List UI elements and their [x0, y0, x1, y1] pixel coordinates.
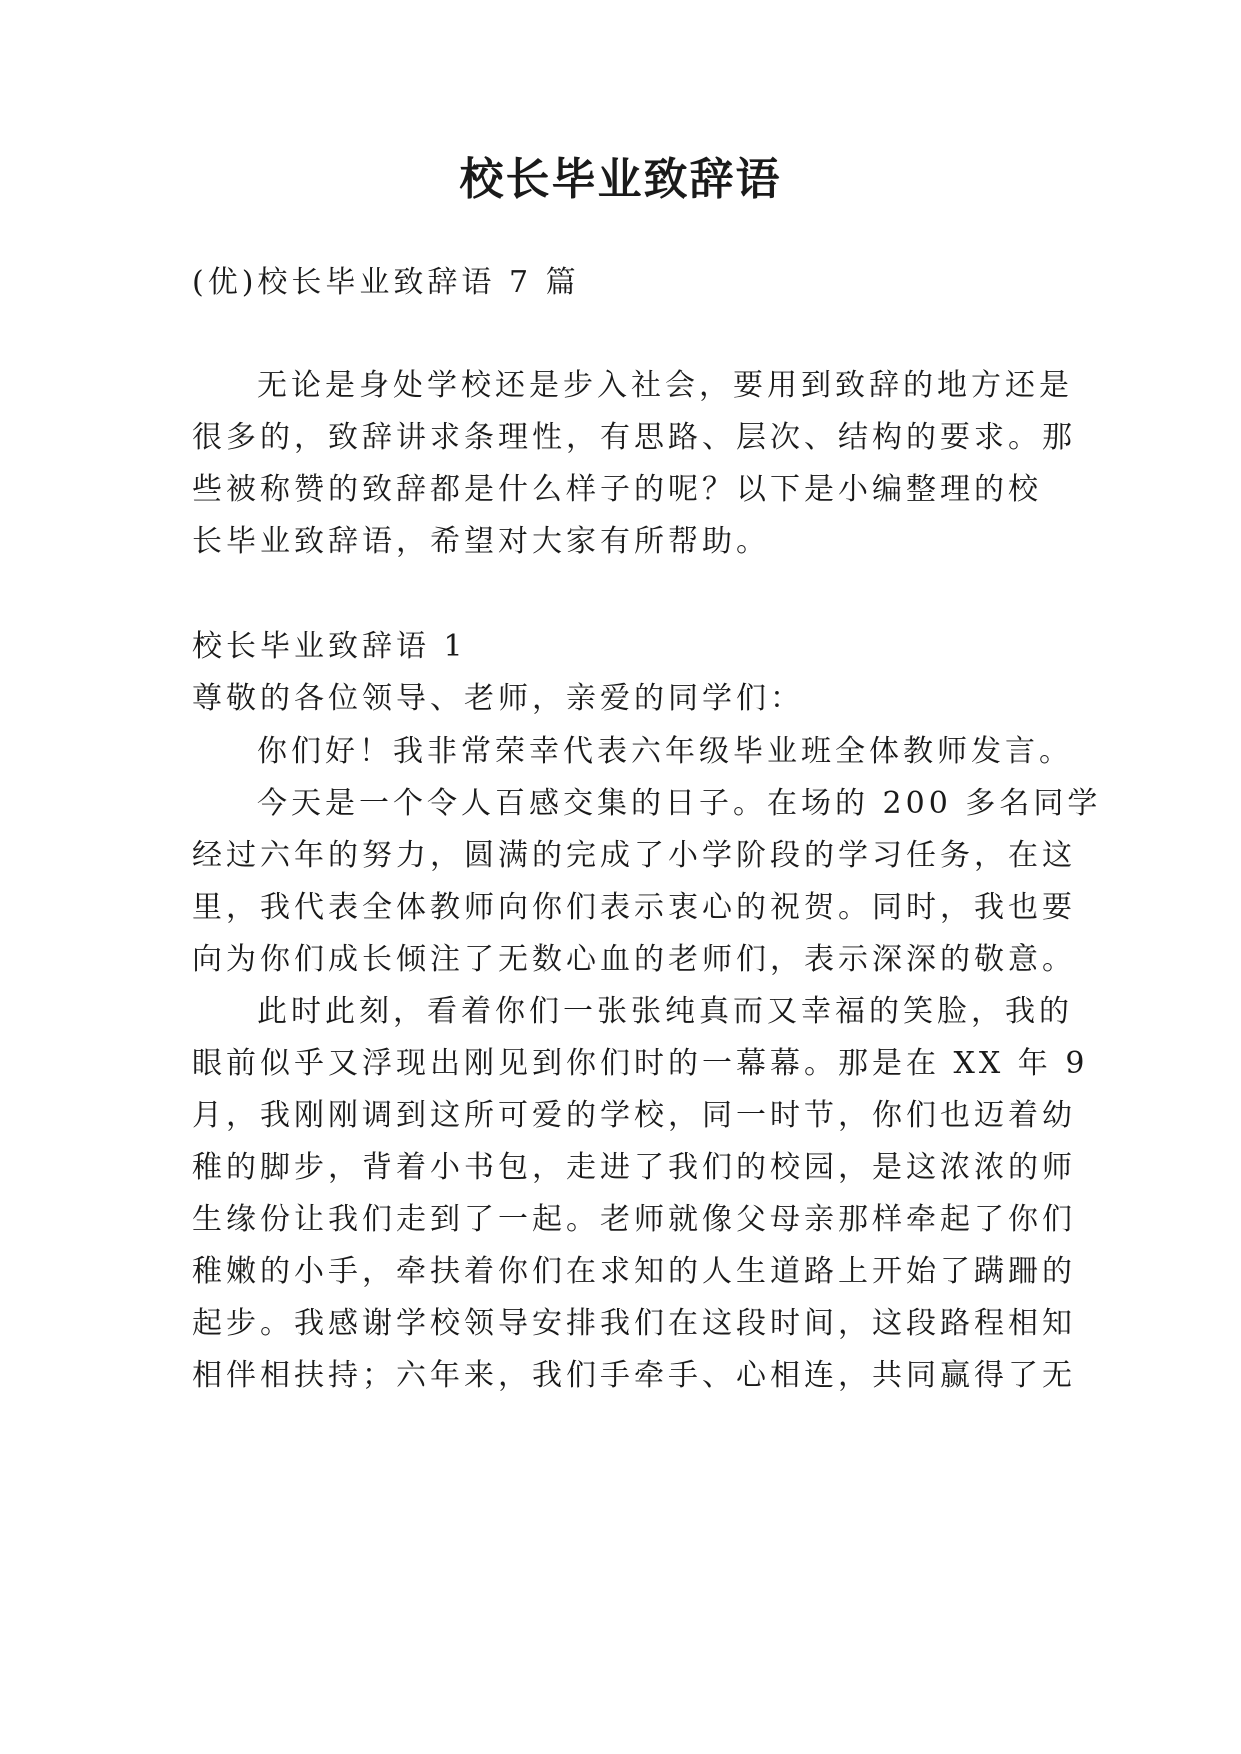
body-line: 经过六年的努力，圆满的完成了小学阶段的学习任务，在这	[192, 838, 1076, 873]
body-line: 月，我刚刚调到这所可爱的学校，同一时节，你们也迈着幼	[192, 1098, 1076, 1133]
body-line: 稚嫩的小手，牵扶着你们在求知的人生道路上开始了蹒跚的	[192, 1254, 1076, 1289]
body-line: 稚的脚步，背着小书包，走进了我们的校园，是这浓浓的师	[192, 1150, 1076, 1185]
body-line: 起步。我感谢学校领导安排我们在这段时间，这段路程相知	[192, 1306, 1076, 1341]
body-line: 向为你们成长倾注了无数心血的老师们，表示深深的敬意。	[192, 942, 1076, 977]
body-line: 生缘份让我们走到了一起。老师就像父母亲那样牵起了你们	[192, 1202, 1076, 1237]
document-title: 校长毕业致辞语	[459, 154, 782, 205]
intro-line: 很多的，致辞讲求条理性，有思路、层次、结构的要求。那	[192, 420, 1076, 455]
document-subtitle: (优)校长毕业致辞语 7 篇	[192, 265, 580, 300]
body-line: 相伴相扶持；六年来，我们手牵手、心相连，共同赢得了无	[192, 1358, 1076, 1393]
intro-line: 长毕业致辞语，希望对大家有所帮助。	[192, 524, 770, 559]
intro-line: 些被称赞的致辞都是什么样子的呢？以下是小编整理的校	[192, 472, 1042, 507]
salutation: 尊敬的各位领导、老师，亲爱的同学们：	[192, 681, 804, 716]
body-line: 今天是一个令人百感交集的日子。在场的 200 多名同学	[257, 786, 1102, 821]
intro-line: 无论是身处学校还是步入社会，要用到致辞的地方还是	[257, 368, 1073, 403]
body-line: 眼前似乎又浮现出刚见到你们时的一幕幕。那是在 XX 年 9	[192, 1046, 1089, 1081]
body-line: 此时此刻，看着你们一张张纯真而又幸福的笑脸，我的	[257, 994, 1073, 1029]
body-line: 你们好！我非常荣幸代表六年级毕业班全体教师发言。	[257, 734, 1073, 769]
section-heading: 校长毕业致辞语 1	[192, 629, 467, 664]
body-line: 里，我代表全体教师向你们表示衷心的祝贺。同时，我也要	[192, 890, 1076, 925]
